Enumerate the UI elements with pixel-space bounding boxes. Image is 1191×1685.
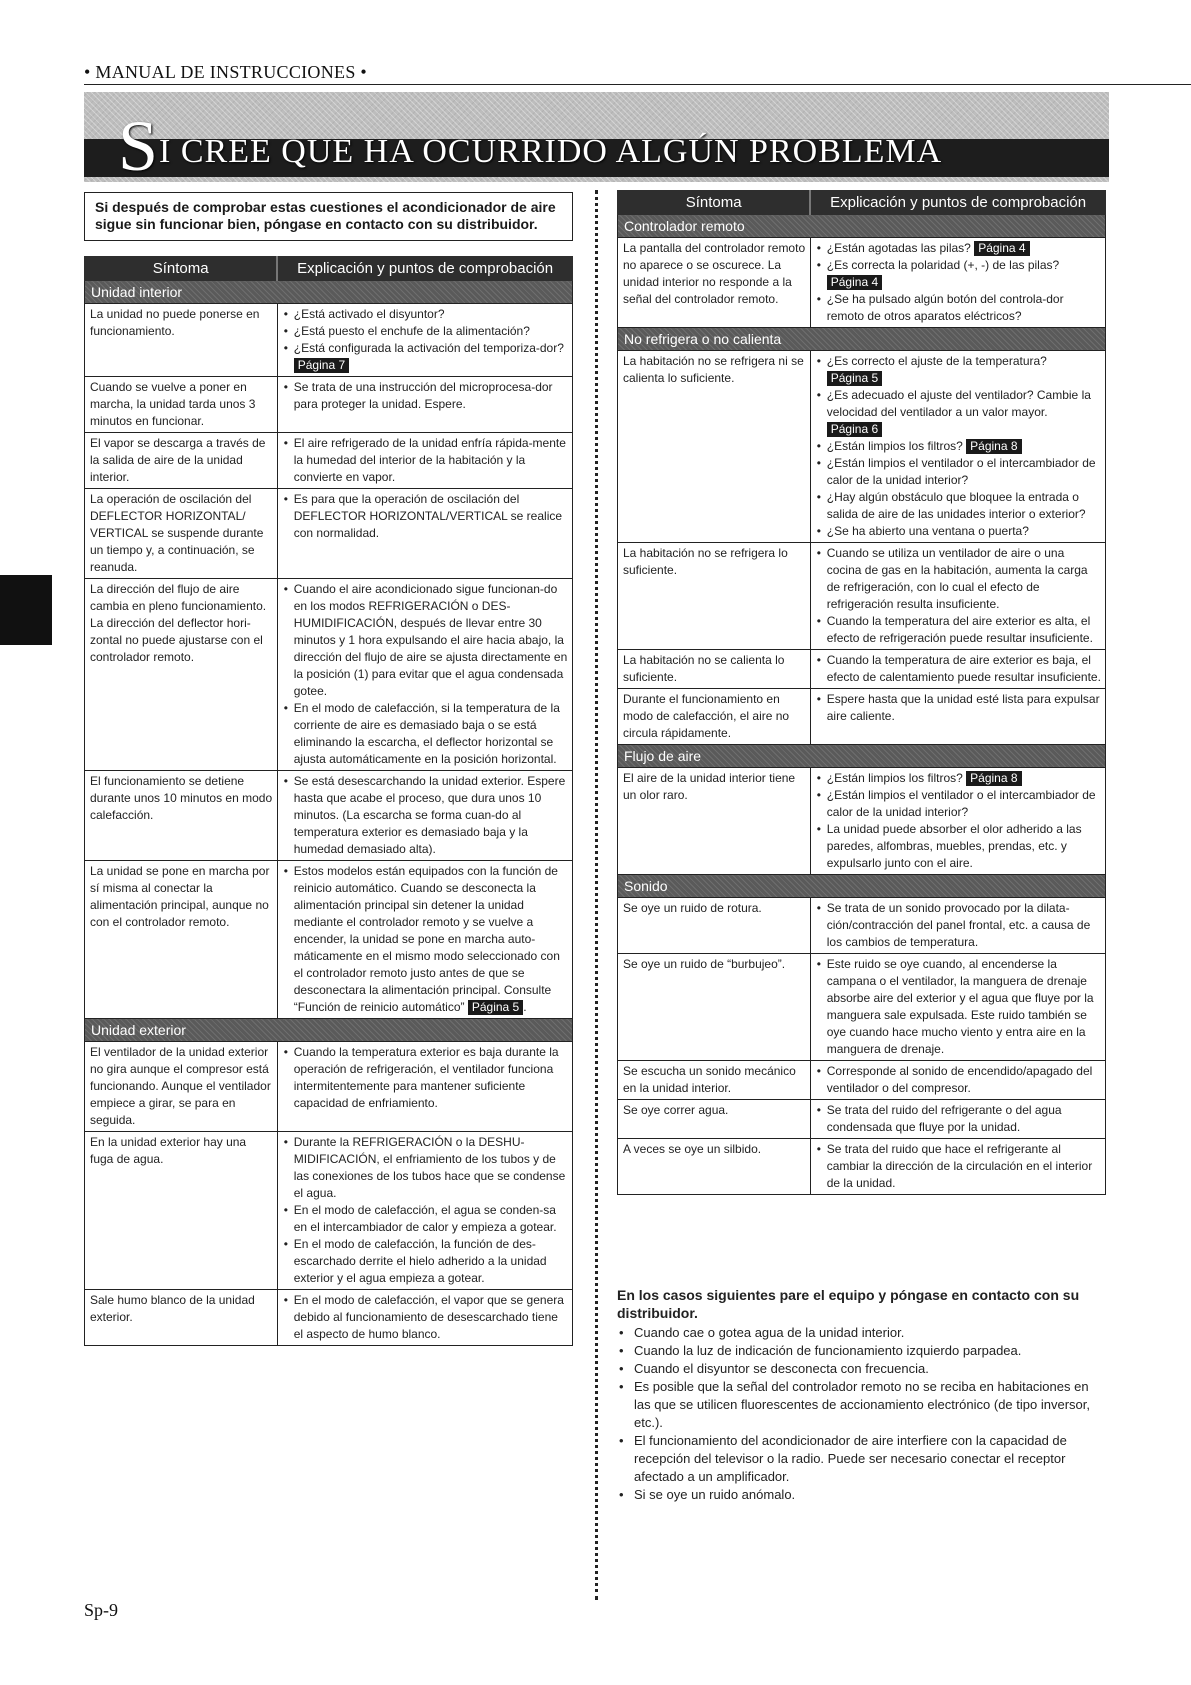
note-item: • Cuando el disyuntor se desconecta con frecuencia.	[617, 1360, 1102, 1378]
explanation-text: ¿Están limpios el ventilador o el intercambiador de calor de la unidad interior?	[826, 456, 1096, 487]
page-reference: Página 4	[827, 275, 882, 290]
contact-notice: Si después de comprobar estas cuestiones el acondicionador de aire sigue sin funcionar bien, póngase en contacto con su distribuidor.	[84, 192, 573, 241]
explanation-cell	[810, 1061, 1105, 1100]
table-row	[618, 898, 1106, 954]
symptom-cell: El vapor se descarga a través de la salida de aire de la unidad interior.	[85, 433, 278, 489]
note-list	[617, 1324, 1102, 1504]
explanation-cell	[277, 489, 572, 579]
section-header-row	[85, 1019, 573, 1042]
explanation-text: El aire refrigerado de la unidad enfría rápida-mente la humedad del interior de la habitación y la convierte en vapor.	[293, 436, 566, 484]
explanation-text: Durante la REFRIGERACIÓN o la DESHU-MIDIFICACIÓN, el enfriamiento de los tubos y de las conexiones de los tubos hace que se condense el agua.	[293, 1135, 566, 1200]
explanation-text: ¿Se ha pulsado algún botón del controla-dor remoto de otros aparatos eléctricos?	[826, 292, 1064, 323]
page-reference: Página 7	[294, 358, 349, 373]
page-reference: Página 8	[966, 771, 1021, 786]
symptom-cell: Se oye correr agua.	[618, 1100, 811, 1139]
explanation-item	[816, 523, 1101, 540]
explanation-item	[283, 491, 568, 542]
explanation-item	[816, 613, 1101, 647]
symptom-cell: Sale humo blanco de la unidad exterior.	[85, 1290, 278, 1346]
explanation-column-header: Explicación y puntos de comprobación	[810, 191, 1105, 215]
note-item: • Si se oye un ruido anómalo.	[617, 1486, 1102, 1504]
table-row	[618, 238, 1106, 328]
stop-and-contact-note	[617, 1286, 1102, 1504]
explanation-cell	[277, 377, 572, 433]
symptom-cell: La habitación no se refrigera lo suficiente.	[618, 543, 811, 650]
table-row	[85, 377, 573, 433]
explanation-text: Es para que la operación de oscilación del DEFLECTOR HORIZONTAL/VERTICAL se realice con normalidad.	[293, 492, 563, 540]
explanation-text: ¿Está activado el disyuntor?	[293, 307, 445, 321]
symptom-cell: Se escucha un sonido mecánico en la unidad interior.	[618, 1061, 811, 1100]
symptom-cell: Se oye un ruido de rotura.	[618, 898, 811, 954]
explanation-column-header: Explicación y puntos de comprobación	[277, 257, 572, 281]
explanation-text: Corresponde al sonido de encendido/apagado del ventilador o del compresor.	[826, 1064, 1093, 1095]
symptom-cell: Durante el funcionamiento en modo de calefacción, el aire no circula rápidamente.	[618, 689, 811, 745]
symptom-cell: La unidad se pone en marcha por sí misma al conectar la alimentación principal, aunque no con el controlador remoto.	[85, 861, 278, 1019]
explanation-text: Cuando la temperatura de aire exterior es baja, el efecto de calentamiento puede resultar insuficiente.	[826, 653, 1101, 684]
header-rule	[84, 84, 1191, 85]
explanation-item	[816, 821, 1101, 872]
explanation-item	[816, 438, 1101, 455]
section-header-row	[618, 215, 1106, 238]
table-row	[618, 954, 1106, 1061]
explanation-item	[283, 323, 568, 340]
section-header-row	[85, 281, 573, 304]
table-row	[85, 433, 573, 489]
symptom-cell: La dirección del flujo de aire cambia en pleno funcionamiento. La dirección del deflector hori-zontal no puede ajustarse con el controlador remoto.	[85, 579, 278, 771]
page-reference: Página 4	[974, 241, 1029, 256]
explanation-item	[816, 545, 1101, 613]
explanation-cell	[277, 1132, 572, 1290]
explanation-item	[816, 787, 1101, 821]
note-item: • Es posible que la señal del controlador remoto no se reciba en habitaciones en las que se utilicen fluorescentes de accionamiento electrónico (de tipo inversor, etc.).	[617, 1378, 1102, 1432]
explanation-item	[283, 435, 568, 486]
title-initial: S	[118, 106, 160, 186]
explanation-text: En el modo de calefacción, si la temperatura de la corriente de aire es demasiado baja o se está eliminando la escarcha, el deflector horizontal se ajusta automáticamente en la posición horizontal.	[293, 701, 560, 766]
explanation-cell	[810, 543, 1105, 650]
explanation-text: Cuando la temperatura exterior es baja durante la operación de refrigeración, el ventilador funciona intermitentemente para mantener suficiente capacidad de enfriamiento.	[293, 1045, 559, 1110]
explanation-item	[283, 700, 568, 768]
explanation-text: ¿Hay algún obstáculo que bloquee la entrada o salida de aire de las unidades interior o exterior?	[826, 490, 1086, 521]
explanation-text: Espere hasta que la unidad esté lista para expulsar aire caliente.	[826, 692, 1100, 723]
section-title: No refrigera o no calienta	[618, 328, 1106, 351]
trouble-table-left	[84, 256, 573, 1346]
note-title: En los casos siguientes pare el equipo y póngase en contacto con su distribuidor.	[617, 1287, 1080, 1321]
explanation-cell	[810, 898, 1105, 954]
explanation-item	[816, 240, 1101, 257]
explanation-item	[816, 956, 1101, 1058]
symptom-cell: La operación de oscilación del DEFLECTOR HORIZONTAL/ VERTICAL se suspende durante un tiempo y, a continuación, se reanuda.	[85, 489, 278, 579]
explanation-text: Se está desescarchando la unidad exterior. Espere hasta que acabe el proceso, que dura unos 10 minutos. (La escarcha se forma cuan-do al temperatura exterior es demasiado baja y la humedad demasiado alta).	[293, 774, 566, 856]
table-header-row	[618, 191, 1106, 215]
symptom-cell: En la unidad exterior hay una fuga de agua.	[85, 1132, 278, 1290]
symptom-cell: Se oye un ruido de “burbujeo”.	[618, 954, 811, 1061]
page-reference: Página 6	[827, 422, 882, 437]
symptom-cell: A veces se oye un silbido.	[618, 1139, 811, 1195]
page-reference: Página 5	[827, 371, 882, 386]
explanation-text: En el modo de calefacción, el vapor que se genera debido al funcionamiento de desescarchado tiene el aspecto de humo blanco.	[293, 1293, 564, 1341]
table-row	[618, 1139, 1106, 1195]
explanation-item	[816, 900, 1101, 951]
symptom-column-header: Síntoma	[618, 191, 811, 215]
section-header-row	[618, 328, 1106, 351]
table-row	[618, 1100, 1106, 1139]
explanation-suffix: .	[523, 1000, 527, 1014]
table-row	[85, 861, 573, 1019]
table-row	[85, 771, 573, 861]
explanation-cell	[277, 1042, 572, 1132]
symptom-cell: La pantalla del controlador remoto no aparece o se oscurece. La unidad interior no responde a la señal del controlador remoto.	[618, 238, 811, 328]
trouble-table-right	[617, 190, 1106, 1195]
section-title: Controlador remoto	[618, 215, 1106, 238]
explanation-cell	[810, 650, 1105, 689]
explanation-text: ¿Están limpios los filtros?	[826, 439, 963, 453]
explanation-item	[816, 387, 1101, 438]
table-row	[618, 689, 1106, 745]
symptom-cell: Cuando se vuelve a poner en marcha, la unidad tarda unos 3 minutos en funcionar.	[85, 377, 278, 433]
explanation-text: Se trata de una instrucción del microprocesa-dor para proteger la unidad. Espere.	[293, 380, 553, 411]
table-row	[85, 579, 573, 771]
explanation-cell	[277, 771, 572, 861]
explanation-cell	[277, 1290, 572, 1346]
explanation-item	[283, 1292, 568, 1343]
explanation-cell	[810, 1139, 1105, 1195]
explanation-cell	[810, 954, 1105, 1061]
explanation-text: ¿Es adecuado el ajuste del ventilador? Cambie la velocidad del ventilador a un valor mayor.	[826, 388, 1091, 419]
section-header-row	[618, 875, 1106, 898]
explanation-item	[816, 353, 1101, 387]
explanation-cell	[277, 304, 572, 377]
explanation-item	[816, 1141, 1101, 1192]
table-row	[85, 1132, 573, 1290]
table-row	[618, 650, 1106, 689]
table-row	[85, 489, 573, 579]
section-title: Flujo de aire	[618, 745, 1106, 768]
explanation-text: En el modo de calefacción, la función de des-escarchado derrite el hielo adherido a la unidad exterior y el agua empieza a gotear.	[293, 1237, 547, 1285]
page-reference: Página 8	[966, 439, 1021, 454]
explanation-item	[816, 1063, 1101, 1097]
explanation-cell	[277, 579, 572, 771]
explanation-text: Cuando el aire acondicionado sigue funcionan-do en los modos REFRIGERACIÓN o DES-HUMIDIFICACIÓN, después de llevar entre 30 minutos y 1 hora expulsando el aire hacia abajo, la dirección del flujo de aire se ajusta directamente en la posición (1) para evitar que el agua condensada gotee.	[293, 582, 568, 698]
table-row	[618, 1061, 1106, 1100]
explanation-text: ¿Están limpios los filtros?	[826, 771, 963, 785]
explanation-text: ¿Se ha abierto una ventana o puerta?	[826, 524, 1029, 538]
explanation-cell	[810, 238, 1105, 328]
explanation-item	[816, 770, 1101, 787]
symptom-cell: La habitación no se refrigera ni se calienta lo suficiente.	[618, 351, 811, 543]
explanation-cell	[810, 1100, 1105, 1139]
page-reference: Página 5	[468, 1000, 523, 1015]
explanation-text: ¿Es correcta la polaridad (+, -) de las pilas?	[826, 258, 1060, 272]
symptom-cell: La unidad no puede ponerse en funcionamiento.	[85, 304, 278, 377]
explanation-text: ¿Es correcto el ajuste de la temperatura?	[826, 354, 1047, 368]
page-title	[118, 106, 943, 186]
manual-header: • MANUAL DE INSTRUCCIONES •	[84, 62, 368, 82]
explanation-item	[283, 379, 568, 413]
table-header-row	[85, 257, 573, 281]
explanation-item	[283, 306, 568, 323]
note-item: • Cuando la luz de indicación de funcionamiento izquierdo parpadea.	[617, 1342, 1102, 1360]
explanation-item	[283, 1134, 568, 1202]
left-trouble-column	[84, 256, 573, 1346]
symptom-cell: El ventilador de la unidad exterior no gira aunque el compresor está funcionando. Aunque el ventilador empiece a girar, se para en seguida.	[85, 1042, 278, 1132]
explanation-text: Este ruido se oye cuando, al encenderse la campana o el ventilador, la manguera de drenaje absorbe aire del exterior y el agua que fluye por la manguera sale expulsada. Este ruido también se oye cuando hace mucho viento y entra aire en la manguera de drenaje.	[826, 957, 1094, 1056]
symptom-cell: El aire de la unidad interior tiene un olor raro.	[618, 768, 811, 875]
right-trouble-column	[617, 190, 1106, 1195]
explanation-text: Se trata del ruido del refrigerante o del agua condensada que fluye por la unidad.	[826, 1103, 1062, 1134]
explanation-text: ¿Están agotadas las pilas?	[826, 241, 971, 255]
explanation-item	[816, 691, 1101, 725]
explanation-item	[816, 291, 1101, 325]
section-title: Sonido	[618, 875, 1106, 898]
section-header-row	[618, 745, 1106, 768]
explanation-text: La unidad puede absorber el olor adherido a las paredes, alfombras, muebles, prendas, etc. y expulsarlo junto con el aire.	[826, 822, 1082, 870]
title-rest: I CREE QUE HA OCURRIDO ALGÚN PROBLEMA	[159, 133, 943, 170]
explanation-text: Se trata del ruido que hace el refrigerante al cambiar la dirección de la circulación en el interior de la unidad.	[826, 1142, 1093, 1190]
table-row	[85, 304, 573, 377]
explanation-item	[283, 1236, 568, 1287]
explanation-item	[283, 340, 568, 374]
symptom-cell: El funcionamiento se detiene durante unos 10 minutos en modo calefacción.	[85, 771, 278, 861]
explanation-item	[816, 489, 1101, 523]
explanation-text: ¿Está configurada la activación del temporiza-dor?	[293, 341, 564, 355]
explanation-text: ¿Está puesto el enchufe de la alimentación?	[293, 324, 530, 338]
explanation-item	[816, 652, 1101, 686]
explanation-item	[816, 455, 1101, 489]
note-item: • Cuando cae o gotea agua de la unidad interior.	[617, 1324, 1102, 1342]
table-row	[618, 768, 1106, 875]
explanation-item	[283, 1202, 568, 1236]
explanation-text: ¿Están limpios el ventilador o el intercambiador de calor de la unidad interior?	[826, 788, 1096, 819]
section-title: Unidad interior	[85, 281, 573, 304]
explanation-item	[283, 1044, 568, 1112]
explanation-text: Cuando se utiliza un ventilador de aire o una cocina de gas en la habitación, aumenta la carga de refrigeración, con lo cual el efecto de refrigeración resulta insuficiente.	[826, 546, 1088, 611]
symptom-column-header: Síntoma	[85, 257, 278, 281]
explanation-text: Cuando la temperatura del aire exterior es alta, el efecto de refrigeración puede resultar insuficiente.	[826, 614, 1093, 645]
explanation-cell	[277, 861, 572, 1019]
explanation-cell	[810, 351, 1105, 543]
section-tab-marker	[0, 575, 52, 645]
title-banner	[84, 92, 1109, 186]
explanation-text: En el modo de calefacción, el agua se conden-sa en el intercambiador de calor y empieza a gotear.	[293, 1203, 557, 1234]
column-divider	[595, 190, 598, 1600]
explanation-item	[283, 773, 568, 858]
explanation-cell	[810, 768, 1105, 875]
table-row	[618, 543, 1106, 650]
explanation-text: Estos modelos están equipados con la función de reinicio automático. Cuando se desconecta la alimentación principal sin detener la unidad mediante el controlador remoto y se vuelve a encender, la unidad se pone en marcha auto-máticamente en el mismo modo seleccionado con el controlador remoto justo antes de que se desconectara la alimentación principal. Consulte “Función de reinicio automático”	[293, 864, 560, 1014]
explanation-cell	[810, 689, 1105, 745]
section-title: Unidad exterior	[85, 1019, 573, 1042]
explanation-item	[283, 863, 568, 1016]
explanation-item	[816, 1102, 1101, 1136]
table-row	[85, 1290, 573, 1346]
note-item: • El funcionamiento del acondicionador de aire interfiere con la capacidad de recepción del televisor o la radio. Puede ser necesario conectar el receptor afectado a un amplificador.	[617, 1432, 1102, 1486]
explanation-text: Se trata de un sonido provocado por la dilata-ción/contracción del panel frontal, etc. a causa de los cambios de temperatura.	[826, 901, 1091, 949]
table-row	[85, 1042, 573, 1132]
page-number: Sp-9	[84, 1600, 119, 1620]
table-row	[618, 351, 1106, 543]
explanation-item	[283, 581, 568, 700]
explanation-cell	[277, 433, 572, 489]
symptom-cell: La habitación no se calienta lo suficiente.	[618, 650, 811, 689]
explanation-item	[816, 257, 1101, 291]
